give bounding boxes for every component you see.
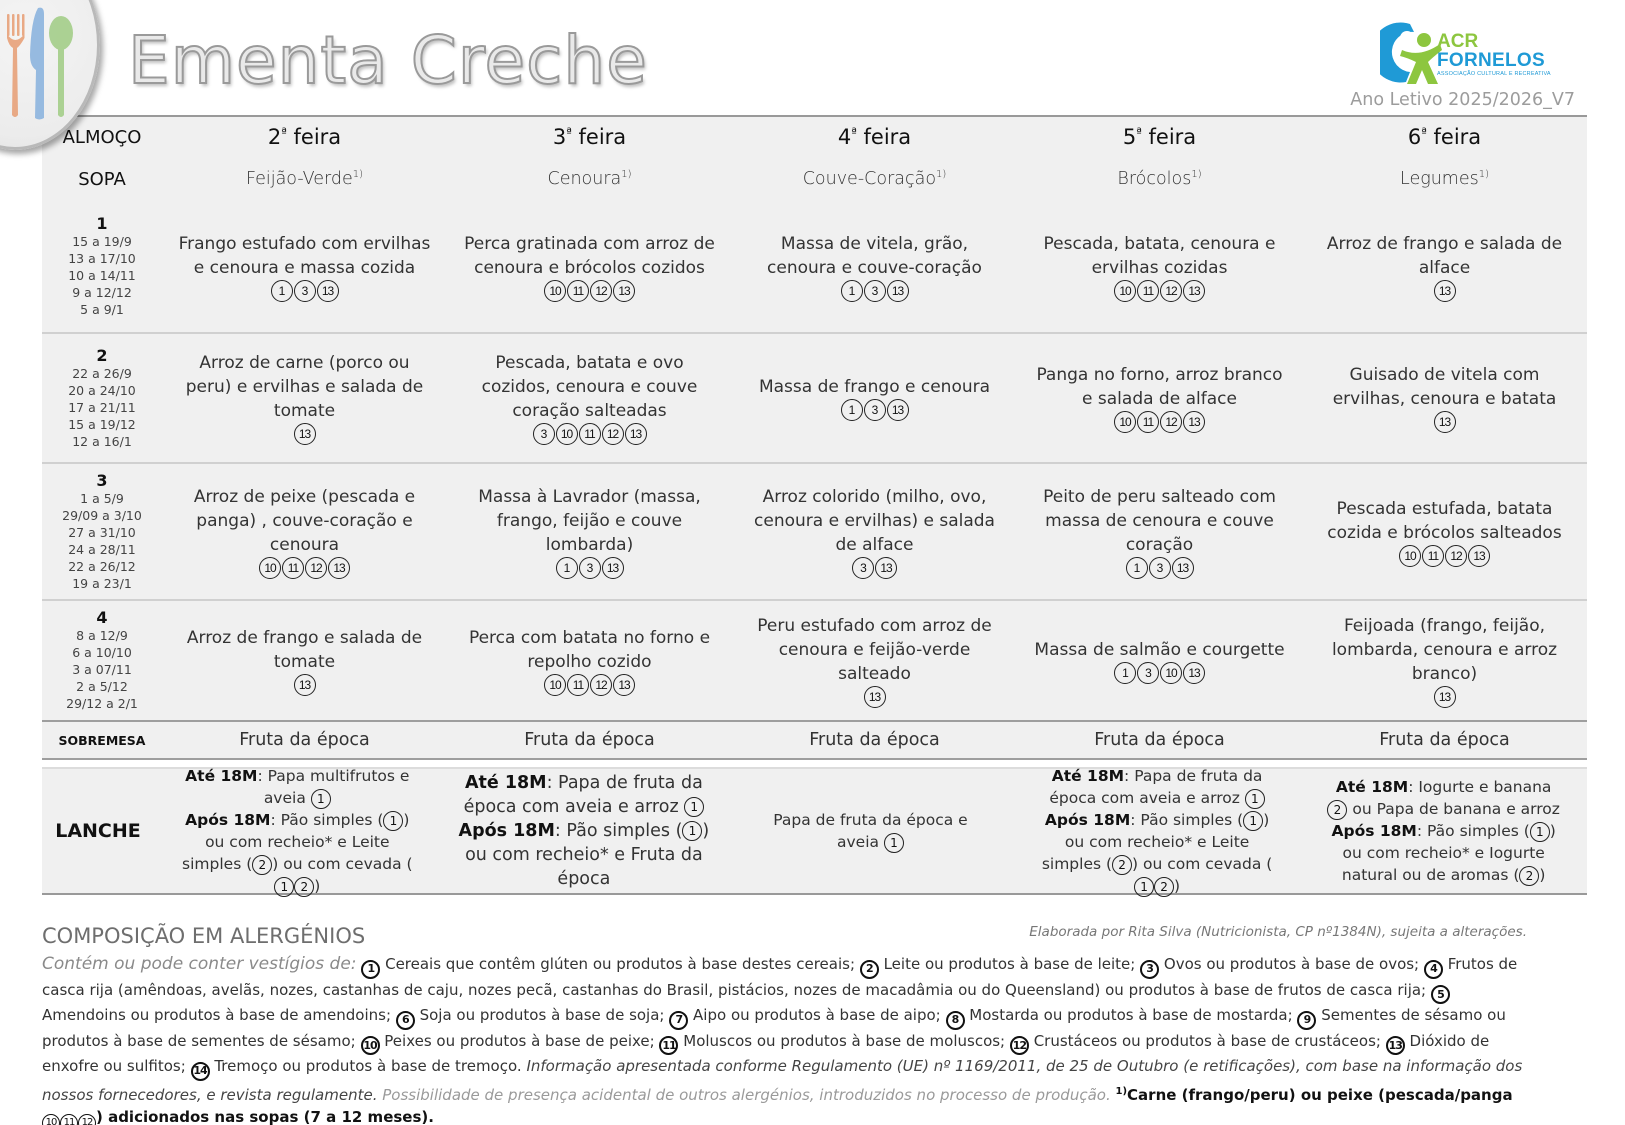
week-row: [42, 334, 1587, 464]
allergen-badge: 13: [1172, 557, 1194, 579]
snack-text: ) ou com recheio* e Fruta da época: [465, 821, 710, 889]
dish-name: Peito de peru salteado com massa de cenoura e couve coração: [1043, 486, 1276, 555]
week-date-range: 12 a 16/1: [72, 433, 132, 449]
snack-text: : Pão simples (: [270, 811, 384, 829]
allergen-badge: 10: [544, 280, 566, 302]
day-header: $5^ª$ feira: [1122, 125, 1197, 149]
age-group: Após 18M: [458, 821, 555, 841]
snack-item: [1037, 809, 1277, 897]
dish-name: Arroz de frango e salada de alface: [1326, 233, 1563, 278]
allergen-badge: 12: [590, 674, 612, 696]
allergen-key: 7: [669, 1011, 688, 1030]
dessert-item: Fruta da época: [524, 730, 655, 750]
dish-cell: [447, 601, 732, 720]
snack-text: : Papa multifrutos e aveia: [257, 767, 410, 807]
allergen-badge: 12: [1445, 545, 1467, 567]
allergen-badge: 2: [252, 855, 272, 875]
allergen-badge: 10: [556, 423, 578, 445]
dish-cell: [1017, 201, 1302, 332]
lunch-menu-table: [42, 117, 1587, 760]
footnote-text: Carne (frango/peru) ou peixe (pescada/panga: [1127, 1085, 1513, 1104]
allergen-key: 2: [860, 960, 879, 979]
lunch-label: ALMOÇO: [62, 126, 142, 148]
allergen-badge: 10: [42, 1114, 60, 1125]
allergen-badge: 1: [1114, 662, 1136, 684]
snack-cell: [727, 769, 1014, 893]
soup-name: Couve-Coração$^{1)}$: [802, 169, 947, 189]
snack-cell: [1014, 769, 1301, 893]
soup-name: Cenoura$^{1)}$: [547, 169, 632, 189]
footnote-text: ) adicionados nas sopas (7 a 12 meses).: [96, 1107, 434, 1125]
week-label: [42, 464, 162, 599]
dish-cell: [732, 601, 1017, 720]
dish-cell: [162, 601, 447, 720]
age-group: Até 18M: [1335, 778, 1409, 796]
allergen-key: 4: [1424, 960, 1443, 979]
allergen-badge: 11: [60, 1114, 78, 1125]
week-number: 3: [96, 470, 108, 490]
dish-name: Massa de frango e cenoura: [758, 377, 991, 397]
dish-name: Arroz de peixe (pescada e panga) , couve-coração e cenoura: [193, 486, 416, 555]
allergen-key: 10: [361, 1036, 380, 1055]
regulation-note: Informação apresentada conforme Regulamento (UE) nº 1169/2011, de 25 de Outubro (e retificações), com base na informação dos nossos fornecedores, e revista regulamente.: [42, 1057, 1523, 1104]
allergen-badge: 13: [1434, 411, 1456, 433]
allergen-description: Aipo ou produtos à base de aipo;: [693, 1006, 941, 1024]
day-header: $3^ª$ feira: [552, 125, 627, 149]
school-year: Ano Letivo 2025/2026_V7: [1350, 90, 1575, 110]
allergen-description: Cereais que contêm glúten ou produtos à base destes cereais;: [385, 955, 856, 973]
allergen-badge: 3: [579, 557, 601, 579]
allergen-badge: 13: [1183, 662, 1205, 684]
dessert-item: Fruta da época: [809, 730, 940, 750]
allergen-list: [294, 423, 316, 445]
snack-text: ) ou com recheio* e Leite simples (: [1041, 811, 1270, 873]
week-date-range: 27 a 31/10: [68, 524, 136, 540]
allergen-badge: 10: [1114, 411, 1136, 433]
allergen-description: Leite ou produtos à base de leite;: [883, 955, 1136, 973]
day-header: $2^ª$ feira: [267, 125, 342, 149]
week-date-range: 29/09 a 3/10: [62, 507, 142, 523]
dish-cell: [162, 201, 447, 332]
allergen-description: Amendoins ou produtos à base de amendoins;: [42, 1006, 392, 1024]
allergen-badge: 3: [1149, 557, 1171, 579]
allergen-badge: 13: [613, 674, 635, 696]
allergen-badge: 2: [1112, 855, 1132, 875]
dish-name: Arroz colorido (milho, ovo, cenoura e ervilhas) e salada de alface: [754, 486, 995, 555]
allergen-key: 11: [659, 1036, 678, 1055]
allergen-badge: 13: [1468, 545, 1490, 567]
week-date-range: 15 a 19/12: [68, 416, 136, 432]
age-group: Após 18M: [185, 811, 271, 829]
allergen-badge: 12: [590, 280, 612, 302]
allergen-badge: 2: [294, 877, 314, 897]
week-date-range: 22 a 26/9: [72, 365, 132, 381]
dish-name: Feijoada (frango, feijão, lombarda, cenoura e arroz branco): [1331, 615, 1558, 684]
week-date-range: 2 a 5/12: [76, 679, 128, 694]
allergen-list: [852, 557, 897, 579]
allergen-badge: 1: [1134, 877, 1154, 897]
allergen-badge: 13: [294, 674, 316, 696]
age-group: Até 18M: [464, 773, 547, 793]
snack-item: [1324, 820, 1564, 886]
allergen-badge: 3: [864, 399, 886, 421]
allergen-badge: 1: [684, 797, 704, 817]
possibility-note: Possibilidade de presença acidental de outros alergénios, introduzidos no processo de produção.: [382, 1085, 1111, 1104]
allergen-description: Ovos ou produtos à base de ovos;: [1163, 955, 1420, 973]
snack-text: ) ou com recheio* e Leite simples (: [182, 811, 410, 873]
allergen-badge: 12: [602, 423, 624, 445]
week-date-range: 13 a 17/10: [68, 251, 136, 266]
allergen-list: [259, 557, 350, 579]
allergen-description: Peixes ou produtos à base de peixe;: [384, 1031, 655, 1050]
dish-cell: [162, 464, 447, 599]
dish-cell: [447, 334, 732, 462]
dish-name: Pescada, batata, cenoura e ervilhas cozidas: [1043, 233, 1276, 278]
week-date-range: 19 a 23/1: [72, 575, 132, 591]
dessert-row: [42, 722, 1587, 760]
allergen-badge: 1: [383, 811, 403, 831]
snack-text: : Papa de fruta da época com aveia e arroz: [1049, 767, 1263, 807]
allergen-badge: 1: [556, 557, 578, 579]
dish-name: Frango estufado com ervilhas e cenoura e massa cozida: [178, 233, 431, 278]
allergen-badge: 13: [294, 423, 316, 445]
week-date-range: 10 a 14/11: [68, 268, 136, 283]
allergen-badge: 10: [544, 674, 566, 696]
dish-name: Pescada estufada, batata cozida e brócolos salteados: [1327, 498, 1562, 543]
day-header: $6^ª$ feira: [1407, 125, 1482, 149]
dish-name: Massa à Lavrador (massa, frango, feijão e couve lombarda): [478, 486, 701, 555]
week-row: [42, 201, 1587, 334]
allergen-list: [864, 686, 886, 708]
allergen-badge: 12: [78, 1114, 96, 1125]
dish-cell: [1017, 464, 1302, 599]
snack-text: ): [314, 877, 321, 895]
allergen-badge: 10: [1399, 545, 1421, 567]
allergen-badge: 13: [613, 280, 635, 302]
week-date-range: 17 a 21/11: [68, 399, 136, 415]
dessert-item: Fruta da época: [1379, 730, 1510, 750]
page-title: Ementa Creche: [128, 22, 648, 99]
snack-item: [1324, 776, 1564, 820]
allergens-title: COMPOSIÇÃO EM ALERGÉNIOS: [42, 924, 366, 948]
allergen-badge: 11: [567, 280, 589, 302]
allergen-badge: 3: [533, 423, 555, 445]
allergen-list: [1434, 280, 1456, 302]
snack-row: [42, 767, 1587, 895]
week-date-range: 20 a 24/10: [68, 382, 136, 398]
allergen-list: [544, 280, 635, 302]
allergen-badge: 1: [1243, 811, 1263, 831]
allergen-list: [533, 423, 647, 445]
dish-name: Massa de salmão e courgette: [1034, 639, 1285, 660]
allergen-badge: 1: [271, 280, 293, 302]
allergen-badge: 10: [1160, 662, 1182, 684]
snack-text: : Iogurte e banana: [1408, 778, 1552, 796]
allergen-badge: 13: [1434, 280, 1456, 302]
dish-cell: [732, 464, 1017, 599]
snack-text: : Pão simples (: [554, 821, 683, 841]
week-row: [42, 601, 1587, 722]
week-date-range: 5 a 9/1: [80, 302, 124, 317]
week-row: [42, 464, 1587, 601]
dessert-item: Fruta da época: [239, 730, 370, 750]
logo-text-fornelos: FORNELOS: [1437, 50, 1545, 71]
snack-item: [449, 771, 719, 819]
allergen-key: 13: [1386, 1036, 1405, 1055]
age-group: Após 18M: [1331, 822, 1417, 840]
soup-name: Legumes$^{1)}$: [1400, 169, 1489, 189]
allergen-badge: 12: [1160, 280, 1182, 302]
snack-text: ) ou com cevada (: [272, 855, 413, 873]
week-date-range: 24 a 28/11: [68, 541, 136, 557]
allergen-badge: 1: [274, 877, 294, 897]
allergen-list: [1114, 280, 1205, 302]
allergen-badge: 1: [1126, 557, 1148, 579]
table-header-row: [42, 117, 1587, 157]
allergen-badge: 13: [887, 280, 909, 302]
allergen-key: 3: [1140, 960, 1159, 979]
dish-name: Pescada, batata e ovo cozidos, cenoura e couve coração salteadas: [481, 353, 698, 421]
allergen-description: Crustáceos ou produtos à base de crustáceos;: [1033, 1031, 1381, 1050]
week-label: [42, 334, 162, 462]
snack-text: : Pão simples (: [1416, 822, 1530, 840]
allergen-badge: 2: [1327, 800, 1347, 820]
allergen-badge: 1: [311, 789, 331, 809]
snack-text: : Pão simples (: [1130, 811, 1244, 829]
allergen-key: 6: [396, 1011, 415, 1030]
allergen-list: [1399, 545, 1490, 567]
dish-cell: [1302, 201, 1587, 332]
dish-name: Arroz de frango e salada de tomate: [186, 627, 423, 672]
allergen-badge: 13: [887, 399, 909, 421]
allergen-description: Mostarda ou produtos à base de mostarda;: [969, 1006, 1293, 1024]
allergen-list: [1434, 686, 1456, 708]
dish-cell: [162, 334, 447, 462]
week-label: [42, 201, 162, 332]
age-group: Até 18M: [1051, 767, 1125, 785]
allergen-list: [271, 280, 339, 302]
allergen-badge: 13: [317, 280, 339, 302]
snack-cell: [1300, 769, 1587, 893]
dish-cell: [732, 201, 1017, 332]
allergen-badge: 12: [305, 557, 327, 579]
dessert-label: SOBREMESA: [58, 732, 146, 748]
allergen-badge: 11: [567, 674, 589, 696]
snack-item: [449, 819, 719, 891]
snack-text: ): [1174, 877, 1181, 895]
allergen-badge: 13: [864, 686, 886, 708]
dish-cell: [447, 464, 732, 599]
allergen-description: Sementes de sésamo ou produtos à base de sementes de sésamo;: [42, 1006, 1506, 1050]
dish-cell: [1302, 464, 1587, 599]
snack-text: ): [1539, 866, 1546, 884]
allergen-badge: 3: [864, 280, 886, 302]
allergen-badge: 1: [682, 821, 702, 841]
allergen-badge: 1: [884, 833, 904, 853]
allergen-key: 1: [361, 960, 380, 979]
nutritionist-credit: Elaborada por Rita Silva (Nutricionista, CP nº1384N), sujeita a alterações.: [1029, 924, 1527, 940]
allergen-badge: 11: [579, 423, 601, 445]
allergen-description: Soja ou produtos à base de soja;: [419, 1006, 665, 1024]
allergen-badge: 11: [1137, 280, 1159, 302]
snack-item: [177, 809, 417, 897]
allergen-key: 5: [1431, 985, 1450, 1004]
snack-cell: [441, 769, 728, 893]
snack-item: [750, 809, 990, 853]
allergen-badge: 3: [852, 557, 874, 579]
dish-cell: [1302, 601, 1587, 720]
snack-text: ) ou com recheio* e Iogurte natural ou de aromas (: [1341, 822, 1556, 884]
day-header: $4^ª$ feira: [837, 125, 912, 149]
allergen-badge: 10: [1114, 280, 1136, 302]
dish-name: Perca gratinada com arroz de cenoura e brócolos cozidos: [464, 233, 715, 278]
week-date-range: 15 a 19/9: [72, 234, 132, 249]
snack-text: : Papa de fruta da época com aveia e arroz: [463, 773, 703, 817]
allergen-badge: 13: [1183, 280, 1205, 302]
cutlery-icon: [0, 0, 110, 125]
allergen-list: [841, 399, 909, 421]
legend-lead: Contém ou pode conter vestígios de:: [42, 954, 357, 974]
allergen-badge: 13: [1183, 411, 1205, 433]
week-number: 1: [96, 214, 108, 233]
allergen-badge: 13: [602, 557, 624, 579]
logo-tagline: ASSOCIAÇÃO CULTURAL E RECREATIVA: [1437, 71, 1551, 77]
week-date-range: 3 a 07/11: [72, 662, 132, 677]
allergen-badge: 11: [1137, 411, 1159, 433]
allergen-key: 8: [946, 1011, 965, 1030]
allergen-list: [1126, 557, 1194, 579]
logo-text-acr: ACR: [1437, 31, 1479, 52]
dish-cell: [1017, 334, 1302, 462]
age-group: Até 18M: [185, 767, 258, 785]
allergen-description: Moluscos ou produtos à base de moluscos;: [683, 1031, 1006, 1050]
week-number: 4: [96, 608, 108, 627]
age-group: Após 18M: [1044, 811, 1131, 829]
allergen-badge: 2: [1519, 866, 1539, 886]
allergen-key: 12: [1010, 1036, 1029, 1055]
week-label: [42, 601, 162, 720]
snack-text: Papa de fruta da época e aveia: [773, 811, 968, 851]
allergen-badge: 11: [282, 557, 304, 579]
allergen-badge: 13: [1434, 686, 1456, 708]
week-date-range: 1 a 5/9: [80, 490, 124, 506]
soup-name: Brócolos$^{1)}$: [1117, 169, 1202, 189]
allergen-list: [841, 280, 909, 302]
allergen-list: [544, 674, 635, 696]
dish-name: Arroz de carne (porco ou peru) e ervilhas e salada de tomate: [185, 353, 424, 421]
week-date-range: 29/12 a 2/1: [66, 696, 138, 711]
dish-name: Panga no forno, arroz branco e salada de alface: [1036, 365, 1283, 409]
allergen-badge: 3: [294, 280, 316, 302]
allergen-badge: 13: [625, 423, 647, 445]
dish-name: Massa de vitela, grão, cenoura e couve-coração: [767, 233, 982, 278]
allergen-description: Tremoço ou produtos à base de tremoço.: [214, 1057, 522, 1075]
allergen-badge: 1: [1530, 822, 1550, 842]
allergen-legend: [42, 953, 1532, 1125]
allergen-list: [294, 674, 316, 696]
snack-text: ) ou com cevada (: [1132, 855, 1273, 873]
allergen-badge: 13: [875, 557, 897, 579]
allergen-list: [1114, 662, 1205, 684]
allergen-description: Dióxido de enxofre ou sulfitos;: [42, 1031, 1490, 1075]
allergen-badge: 1: [841, 280, 863, 302]
dessert-item: Fruta da época: [1094, 730, 1225, 750]
allergen-badge: 13: [328, 557, 350, 579]
week-date-range: 8 a 12/9: [76, 628, 128, 643]
dish-cell: [447, 201, 732, 332]
dish-name: Peru estufado com arroz de cenoura e feijão-verde salteado: [757, 615, 992, 684]
dish-cell: [1017, 601, 1302, 720]
allergen-badge: 12: [1160, 411, 1182, 433]
dish-name: Perca com batata no forno e repolho cozido: [468, 627, 711, 672]
soup-name: Feijão-Verde$^{1)}$: [245, 169, 364, 189]
snack-item: [177, 765, 417, 809]
soup-row: [42, 157, 1587, 201]
snack-label: LANCHE: [55, 820, 141, 842]
allergen-badge: 2: [1154, 877, 1174, 897]
allergen-badge: 10: [259, 557, 281, 579]
week-date-range: 22 a 26/12: [68, 558, 136, 574]
dish-cell: [1302, 334, 1587, 462]
allergen-key: 14: [191, 1062, 210, 1081]
dish-name: Guisado de vitela com ervilhas, cenoura e batata: [1332, 365, 1557, 409]
allergen-list: [556, 557, 624, 579]
allergen-badge: 11: [1422, 545, 1444, 567]
allergen-list: [1434, 411, 1456, 433]
allergen-badge: 3: [1137, 662, 1159, 684]
snack-text: ou Papa de banana e arroz: [1347, 800, 1560, 818]
allergen-list: [1114, 411, 1205, 433]
week-number: 2: [96, 345, 108, 365]
allergen-badge: 1: [1245, 789, 1265, 809]
allergen-key: 9: [1297, 1011, 1316, 1030]
dish-cell: [732, 334, 1017, 462]
footnote-marker: 1): [1115, 1085, 1128, 1097]
allergen-badge: 1: [841, 399, 863, 421]
snack-item: [1037, 765, 1277, 809]
allergen-description: Frutos de casca rija (amêndoas, avelãs, nozes, castanhas de caju, nozes pecã, castanhas do Brasil, pistácios, nozes de macadâmia ou do Queensland) ou produtos à base de frutos de casca rija;: [42, 955, 1518, 999]
week-date-range: 9 a 12/12: [72, 285, 132, 300]
soup-label: SOPA: [78, 168, 126, 190]
snack-cell: [154, 769, 441, 893]
week-date-range: 6 a 10/10: [72, 645, 132, 660]
